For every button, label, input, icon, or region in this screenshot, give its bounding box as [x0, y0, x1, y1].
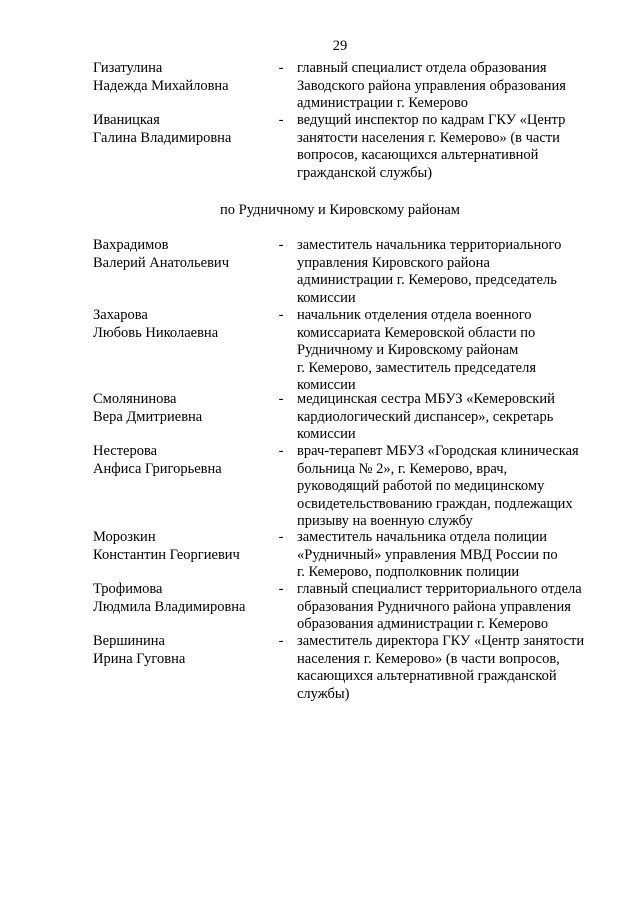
- page-number: 29: [332, 38, 348, 54]
- role-line: начальник отделения отдела военного: [297, 307, 532, 323]
- role-line: комиссии: [297, 377, 356, 393]
- role-line: Рудничному и Кировскому районам: [297, 342, 519, 358]
- role-line: образования администрации г. Кемерово: [297, 616, 549, 632]
- member-role: [297, 112, 611, 182]
- member-given: Анфиса Григорьевна: [93, 460, 222, 477]
- role-line: службы): [297, 685, 350, 702]
- member-dash: -: [278, 237, 284, 253]
- member-given: Любовь Николаевна: [93, 324, 219, 341]
- role-line: комиссии: [297, 426, 356, 442]
- member-surname: Смолянинова: [93, 391, 177, 407]
- role-line: главный специалист территориального отдела: [297, 581, 582, 597]
- member-surname: Морозкин: [93, 529, 156, 545]
- role-line: освидетельствованию граждан, подлежащих: [297, 495, 573, 512]
- role-line: больница № 2», г. Кемерово, врач,: [297, 460, 508, 477]
- member-given: Галина Владимировна: [93, 129, 232, 146]
- member-dash: -: [278, 307, 284, 323]
- role-line: врач-терапевт МБУЗ «Городская клиническая: [297, 443, 579, 459]
- role-line: администрации г. Кемерово: [297, 95, 469, 111]
- member-name: [93, 237, 283, 272]
- role-line: вопросов, касающихся альтернативной: [297, 147, 539, 163]
- member-name: [93, 443, 283, 478]
- role-line: Заводского района управления образования: [297, 77, 566, 94]
- member-surname: Вершинина: [93, 633, 165, 649]
- member-role: [297, 581, 611, 634]
- role-line: г. Кемерово, подполковник полиции: [297, 564, 520, 580]
- role-line: заместитель директора ГКУ «Центр занятости: [297, 633, 585, 649]
- role-line: гражданской службы): [297, 164, 433, 181]
- member-surname: Трофимова: [93, 581, 163, 597]
- member-role: [297, 633, 611, 703]
- section-heading: по Рудничному и Кировскому районам: [220, 202, 460, 218]
- member-name: [93, 60, 283, 95]
- member-given: Валерий Анатольевич: [93, 254, 229, 271]
- member-dash: -: [278, 633, 284, 649]
- role-line: образования Рудничного района управления: [297, 598, 571, 615]
- member-name: [93, 391, 283, 426]
- member-surname: Нестерова: [93, 443, 158, 459]
- role-line: касающихся альтернативной гражданской: [297, 668, 557, 684]
- member-given: Людмила Владимировна: [93, 598, 246, 615]
- role-line: заместитель начальника территориального: [297, 237, 562, 253]
- member-name: [93, 112, 283, 147]
- member-given: Ирина Гуговна: [93, 650, 186, 667]
- member-given: Константин Георгиевич: [93, 546, 240, 563]
- member-name: [93, 581, 283, 616]
- member-name: [93, 307, 283, 342]
- member-dash: -: [278, 391, 284, 407]
- member-dash: -: [278, 581, 284, 597]
- member-surname: Вахрадимов: [93, 237, 169, 253]
- role-line: г. Кемерово, заместитель председателя: [297, 359, 536, 376]
- member-role: [297, 443, 611, 531]
- role-line: призыву на военную службу: [297, 513, 473, 529]
- role-line: администрации г. Кемерово, председатель: [297, 272, 557, 288]
- role-line: кардиологический диспансер», секретарь: [297, 408, 554, 425]
- member-given: Вера Дмитриевна: [93, 408, 203, 425]
- role-line: заместитель начальника отдела полиции: [297, 529, 548, 545]
- member-role: [297, 529, 611, 582]
- member-surname: Захарова: [93, 307, 148, 323]
- member-role: [297, 237, 611, 307]
- role-line: руководящий работой по медицинскому: [297, 478, 545, 494]
- member-given: Надежда Михайловна: [93, 77, 229, 94]
- role-line: медицинская сестра МБУЗ «Кемеровский: [297, 391, 555, 407]
- member-name: [93, 633, 283, 668]
- member-dash: -: [278, 529, 284, 545]
- member-surname: Иваницкая: [93, 112, 160, 128]
- role-line: комиссариата Кемеровской области по: [297, 324, 536, 341]
- member-name: [93, 529, 283, 564]
- role-line: управления Кировского района: [297, 254, 490, 271]
- member-surname: Гизатулина: [93, 60, 163, 76]
- member-dash: -: [278, 443, 284, 459]
- member-role: [297, 391, 611, 444]
- role-line: ведущий инспектор по кадрам ГКУ «Центр: [297, 112, 566, 128]
- member-role: [297, 60, 611, 113]
- role-line: населения г. Кемерово» (в части вопросов,: [297, 650, 560, 667]
- member-dash: -: [278, 60, 284, 76]
- role-line: занятости населения г. Кемерово» (в части: [297, 129, 560, 146]
- member-role: [297, 307, 611, 395]
- member-dash: -: [278, 112, 284, 128]
- role-line: «Рудничный» управления МВД России по: [297, 546, 558, 563]
- role-line: комиссии: [297, 289, 356, 306]
- role-line: главный специалист отдела образования: [297, 60, 547, 76]
